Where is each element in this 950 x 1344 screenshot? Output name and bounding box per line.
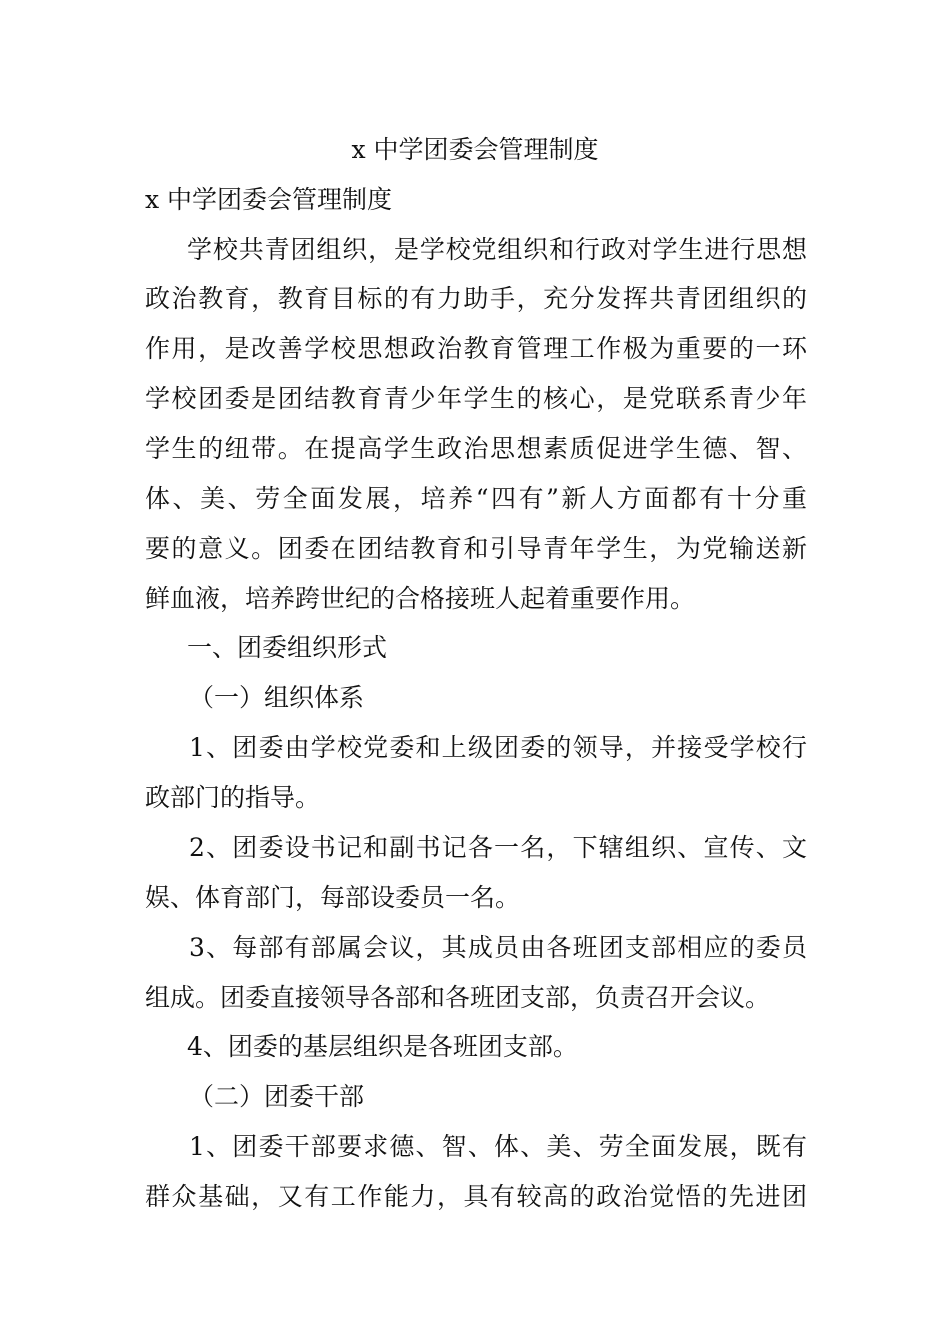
list-item-line: 组成。团委直接领导各部和各班团支部，负责召开会议。	[145, 983, 771, 1012]
paragraph-line: 学校团委是团结教育青少年学生的核心，是党联系青少年	[145, 384, 807, 413]
list-item-line: 娱、体育部门，每部设委员一名。	[145, 883, 521, 912]
list-item-line: 政部门的指导。	[145, 783, 321, 812]
paragraph-line: 体、美、劳全面发展，培养“四有”新人方面都有十分重	[145, 484, 807, 513]
paragraph-line: 政治教育，教育目标的有力助手，充分发挥共青团组织的	[145, 284, 807, 313]
paragraph-line: 学生的纽带。在提高学生政治思想素质促进学生德、智、	[145, 434, 807, 463]
list-item-line: 4、团委的基层组织是各班团支部。	[187, 1032, 578, 1061]
section-heading: 一、团委组织形式	[187, 633, 388, 662]
paragraph-line: 要的意义。团委在团结教育和引导青年学生，为党输送新	[145, 534, 807, 563]
page-title: x 中学团委会管理制度	[351, 135, 599, 164]
subsection-heading: （一）组织体系	[189, 683, 365, 712]
subsection-heading: （二）团委干部	[189, 1082, 365, 1111]
paragraph-line: 学校共青团组织，是学校党组织和行政对学生进行思想	[187, 235, 807, 264]
list-item-line: 1、团委干部要求德、智、体、美、劳全面发展，既有	[189, 1132, 807, 1161]
paragraph-line: 鲜血液，培养跨世纪的合格接班人起着重要作用。	[145, 584, 696, 613]
list-item-line: 3、每部有部属会议，其成员由各班团支部相应的委员	[189, 933, 807, 962]
document-subtitle: x 中学团委会管理制度	[145, 185, 393, 214]
list-item-line: 2、团委设书记和副书记各一名，下辖组织、宣传、文	[189, 833, 807, 862]
list-item-line: 1、团委由学校党委和上级团委的领导，并接受学校行	[189, 733, 807, 762]
list-item-line: 群众基础，又有工作能力，具有较高的政治觉悟的先进团	[145, 1182, 807, 1211]
paragraph-line: 作用，是改善学校思想政治教育管理工作极为重要的一环	[145, 334, 807, 363]
